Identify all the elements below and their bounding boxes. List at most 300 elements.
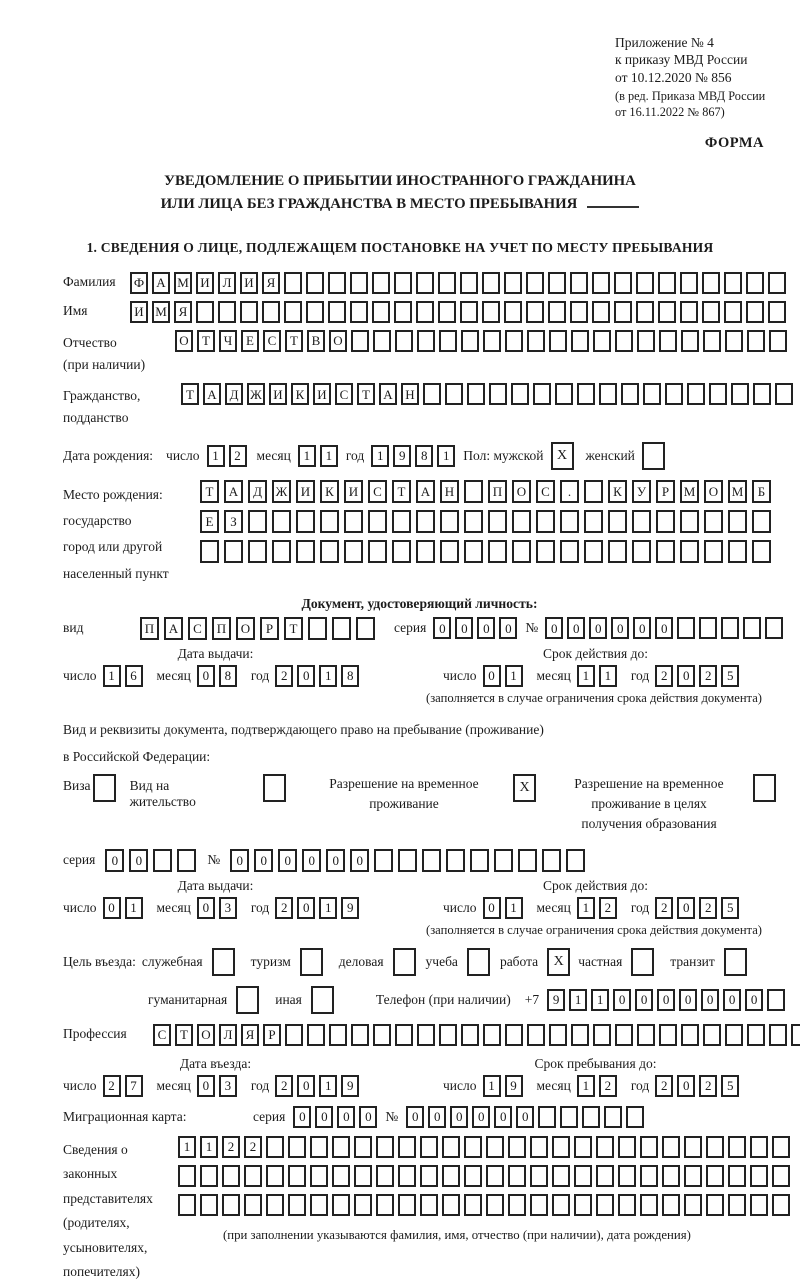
char-cell[interactable]: 2 (229, 445, 247, 467)
char-cell[interactable]: 2 (244, 1136, 262, 1158)
char-cell[interactable] (706, 1136, 724, 1158)
char-cell[interactable] (442, 1194, 460, 1216)
char-cell[interactable] (596, 1194, 614, 1216)
char-cell[interactable]: 1 (437, 445, 455, 467)
char-cell[interactable] (310, 1194, 328, 1216)
char-cell[interactable]: С (188, 617, 207, 640)
char-cell[interactable] (765, 617, 783, 639)
char-cell[interactable]: 2 (103, 1075, 121, 1097)
char-cell[interactable]: 0 (455, 617, 473, 639)
char-cell[interactable]: 0 (723, 989, 741, 1011)
char-cell[interactable] (731, 383, 749, 405)
char-cell[interactable]: А (224, 480, 243, 503)
char-cell[interactable] (464, 480, 483, 503)
char-cell[interactable]: 9 (393, 445, 411, 467)
char-cell[interactable]: 0 (278, 849, 297, 872)
char-cell[interactable] (643, 383, 661, 405)
char-cell[interactable] (614, 272, 632, 294)
char-cell[interactable]: С (153, 1024, 171, 1046)
char-cell[interactable] (266, 1165, 284, 1187)
char-cell[interactable]: И (196, 272, 214, 294)
char-cell[interactable] (446, 849, 465, 872)
char-cell[interactable]: 9 (505, 1075, 523, 1097)
char-cell[interactable]: 0 (499, 617, 517, 639)
char-cell[interactable] (470, 849, 489, 872)
char-cell[interactable] (398, 1194, 416, 1216)
char-cell[interactable]: О (329, 330, 347, 352)
char-cell[interactable]: Т (181, 383, 199, 405)
char-cell[interactable]: 0 (677, 665, 695, 687)
char-cell[interactable]: 0 (230, 849, 249, 872)
char-cell[interactable]: 0 (679, 989, 697, 1011)
char-cell[interactable]: И (130, 301, 148, 323)
char-cell[interactable] (284, 301, 302, 323)
char-cell[interactable] (512, 510, 531, 533)
char-cell[interactable]: Ф (130, 272, 148, 294)
char-cell[interactable] (486, 1194, 504, 1216)
char-cell[interactable] (518, 849, 537, 872)
char-cell[interactable] (640, 1165, 658, 1187)
char-cell[interactable] (728, 1194, 746, 1216)
char-cell[interactable] (306, 301, 324, 323)
char-cell[interactable]: 1 (483, 1075, 501, 1097)
char-cell[interactable]: 0 (472, 1106, 490, 1128)
char-cell[interactable] (420, 1194, 438, 1216)
checkbox-cell[interactable]: X (513, 774, 536, 802)
char-cell[interactable] (747, 330, 765, 352)
char-cell[interactable] (395, 330, 413, 352)
char-cell[interactable] (636, 301, 654, 323)
char-cell[interactable]: О (704, 480, 723, 503)
char-cell[interactable] (486, 1136, 504, 1158)
char-cell[interactable]: С (368, 480, 387, 503)
checkbox-cell[interactable] (753, 774, 776, 802)
char-cell[interactable]: 0 (611, 617, 629, 639)
char-cell[interactable] (464, 510, 483, 533)
char-cell[interactable]: К (608, 480, 627, 503)
char-cell[interactable] (356, 617, 375, 640)
char-cell[interactable] (608, 540, 627, 563)
char-cell[interactable]: 0 (337, 1106, 355, 1128)
char-cell[interactable]: И (313, 383, 331, 405)
char-cell[interactable] (752, 510, 771, 533)
char-cell[interactable] (680, 510, 699, 533)
char-cell[interactable] (438, 301, 456, 323)
char-cell[interactable]: 0 (701, 989, 719, 1011)
char-cell[interactable] (555, 383, 573, 405)
char-cell[interactable] (592, 301, 610, 323)
char-cell[interactable] (656, 510, 675, 533)
char-cell[interactable]: 2 (655, 1075, 673, 1097)
char-cell[interactable]: А (416, 480, 435, 503)
char-cell[interactable]: 1 (178, 1136, 196, 1158)
checkbox-cell[interactable]: X (547, 948, 570, 976)
char-cell[interactable] (483, 1024, 501, 1046)
char-cell[interactable]: 2 (275, 1075, 293, 1097)
char-cell[interactable]: 0 (433, 617, 451, 639)
char-cell[interactable]: О (197, 1024, 215, 1046)
char-cell[interactable] (767, 989, 785, 1011)
checkbox-cell[interactable] (236, 986, 259, 1014)
char-cell[interactable] (308, 617, 327, 640)
char-cell[interactable] (296, 510, 315, 533)
char-cell[interactable] (681, 1024, 699, 1046)
char-cell[interactable] (728, 1136, 746, 1158)
char-cell[interactable] (636, 272, 654, 294)
char-cell[interactable]: Т (197, 330, 215, 352)
char-cell[interactable] (420, 1136, 438, 1158)
char-cell[interactable] (398, 1165, 416, 1187)
char-cell[interactable] (680, 301, 698, 323)
char-cell[interactable] (615, 330, 633, 352)
char-cell[interactable] (512, 540, 531, 563)
char-cell[interactable]: 7 (125, 1075, 143, 1097)
char-cell[interactable]: 0 (677, 1075, 695, 1097)
char-cell[interactable] (593, 330, 611, 352)
char-cell[interactable]: 6 (125, 665, 143, 687)
char-cell[interactable]: О (236, 617, 255, 640)
char-cell[interactable] (704, 510, 723, 533)
char-cell[interactable] (728, 540, 747, 563)
char-cell[interactable]: Н (440, 480, 459, 503)
char-cell[interactable] (527, 1024, 545, 1046)
char-cell[interactable] (395, 1024, 413, 1046)
char-cell[interactable]: 1 (505, 665, 523, 687)
char-cell[interactable] (310, 1165, 328, 1187)
char-cell[interactable]: 0 (450, 1106, 468, 1128)
char-cell[interactable] (460, 272, 478, 294)
char-cell[interactable] (508, 1136, 526, 1158)
char-cell[interactable] (505, 1024, 523, 1046)
char-cell[interactable] (464, 1136, 482, 1158)
char-cell[interactable] (662, 1194, 680, 1216)
char-cell[interactable]: 5 (721, 665, 739, 687)
char-cell[interactable] (530, 1165, 548, 1187)
char-cell[interactable] (417, 330, 435, 352)
char-cell[interactable] (615, 1024, 633, 1046)
char-cell[interactable]: А (203, 383, 221, 405)
char-cell[interactable] (306, 272, 324, 294)
char-cell[interactable]: М (152, 301, 170, 323)
char-cell[interactable] (483, 330, 501, 352)
char-cell[interactable]: 1 (577, 897, 595, 919)
char-cell[interactable]: Л (219, 1024, 237, 1046)
char-cell[interactable] (747, 1024, 765, 1046)
char-cell[interactable]: 0 (567, 617, 585, 639)
char-cell[interactable]: 1 (577, 1075, 595, 1097)
char-cell[interactable] (196, 301, 214, 323)
char-cell[interactable] (570, 272, 588, 294)
char-cell[interactable] (440, 510, 459, 533)
checkbox-cell[interactable] (393, 948, 416, 976)
char-cell[interactable] (677, 617, 695, 639)
char-cell[interactable] (769, 1024, 787, 1046)
char-cell[interactable]: Ч (219, 330, 237, 352)
char-cell[interactable] (445, 383, 463, 405)
char-cell[interactable] (560, 510, 579, 533)
char-cell[interactable] (222, 1165, 240, 1187)
char-cell[interactable] (329, 1024, 347, 1046)
char-cell[interactable] (376, 1165, 394, 1187)
char-cell[interactable] (464, 540, 483, 563)
char-cell[interactable]: 0 (197, 1075, 215, 1097)
char-cell[interactable] (542, 849, 561, 872)
char-cell[interactable] (482, 301, 500, 323)
char-cell[interactable] (570, 301, 588, 323)
char-cell[interactable] (618, 1194, 636, 1216)
char-cell[interactable] (200, 540, 219, 563)
char-cell[interactable]: 9 (341, 897, 359, 919)
char-cell[interactable] (354, 1165, 372, 1187)
char-cell[interactable] (272, 540, 291, 563)
char-cell[interactable]: И (296, 480, 315, 503)
char-cell[interactable] (687, 383, 705, 405)
char-cell[interactable] (662, 1136, 680, 1158)
char-cell[interactable] (552, 1165, 570, 1187)
checkbox-cell[interactable] (311, 986, 334, 1014)
char-cell[interactable]: 2 (222, 1136, 240, 1158)
char-cell[interactable] (344, 510, 363, 533)
char-cell[interactable] (704, 540, 723, 563)
char-cell[interactable] (394, 272, 412, 294)
char-cell[interactable]: Д (248, 480, 267, 503)
char-cell[interactable]: Е (241, 330, 259, 352)
char-cell[interactable] (218, 301, 236, 323)
char-cell[interactable] (599, 383, 617, 405)
char-cell[interactable]: 2 (655, 897, 673, 919)
char-cell[interactable]: 2 (275, 897, 293, 919)
char-cell[interactable] (508, 1165, 526, 1187)
char-cell[interactable] (332, 617, 351, 640)
char-cell[interactable]: М (680, 480, 699, 503)
char-cell[interactable] (681, 330, 699, 352)
char-cell[interactable]: 0 (483, 665, 501, 687)
char-cell[interactable] (244, 1194, 262, 1216)
char-cell[interactable]: Т (284, 617, 303, 640)
char-cell[interactable]: 2 (699, 1075, 717, 1097)
char-cell[interactable]: 0 (613, 989, 631, 1011)
char-cell[interactable] (768, 272, 786, 294)
char-cell[interactable]: С (335, 383, 353, 405)
char-cell[interactable] (768, 301, 786, 323)
char-cell[interactable] (530, 1194, 548, 1216)
char-cell[interactable] (582, 1106, 600, 1128)
char-cell[interactable] (659, 1024, 677, 1046)
char-cell[interactable] (288, 1165, 306, 1187)
char-cell[interactable]: 0 (657, 989, 675, 1011)
char-cell[interactable] (224, 540, 243, 563)
char-cell[interactable] (750, 1194, 768, 1216)
char-cell[interactable]: 0 (655, 617, 673, 639)
char-cell[interactable] (526, 272, 544, 294)
char-cell[interactable] (703, 1024, 721, 1046)
char-cell[interactable] (574, 1136, 592, 1158)
char-cell[interactable]: Т (175, 1024, 193, 1046)
char-cell[interactable] (772, 1194, 790, 1216)
char-cell[interactable] (461, 330, 479, 352)
char-cell[interactable]: 8 (415, 445, 433, 467)
char-cell[interactable]: 1 (103, 665, 121, 687)
char-cell[interactable] (702, 301, 720, 323)
char-cell[interactable]: А (379, 383, 397, 405)
char-cell[interactable] (684, 1165, 702, 1187)
char-cell[interactable] (178, 1194, 196, 1216)
char-cell[interactable]: 0 (297, 665, 315, 687)
char-cell[interactable] (584, 480, 603, 503)
char-cell[interactable] (285, 1024, 303, 1046)
char-cell[interactable] (439, 1024, 457, 1046)
char-cell[interactable]: 0 (254, 849, 273, 872)
char-cell[interactable] (376, 1194, 394, 1216)
checkbox-cell[interactable] (631, 948, 654, 976)
char-cell[interactable]: М (728, 480, 747, 503)
char-cell[interactable] (753, 383, 771, 405)
char-cell[interactable] (200, 1194, 218, 1216)
char-cell[interactable] (440, 540, 459, 563)
char-cell[interactable] (467, 383, 485, 405)
char-cell[interactable] (153, 849, 172, 872)
char-cell[interactable] (464, 1194, 482, 1216)
checkbox-cell[interactable] (93, 774, 116, 802)
char-cell[interactable]: Р (260, 617, 279, 640)
char-cell[interactable] (549, 1024, 567, 1046)
char-cell[interactable]: 0 (197, 665, 215, 687)
char-cell[interactable]: 8 (341, 665, 359, 687)
char-cell[interactable]: 1 (569, 989, 587, 1011)
char-cell[interactable] (608, 510, 627, 533)
char-cell[interactable] (488, 510, 507, 533)
char-cell[interactable] (604, 1106, 622, 1128)
char-cell[interactable]: Л (218, 272, 236, 294)
char-cell[interactable] (658, 272, 676, 294)
char-cell[interactable]: 1 (591, 989, 609, 1011)
char-cell[interactable]: С (536, 480, 555, 503)
char-cell[interactable]: 0 (477, 617, 495, 639)
char-cell[interactable] (464, 1165, 482, 1187)
char-cell[interactable] (533, 383, 551, 405)
char-cell[interactable]: Ж (247, 383, 265, 405)
char-cell[interactable]: Р (656, 480, 675, 503)
char-cell[interactable]: Т (200, 480, 219, 503)
char-cell[interactable]: П (212, 617, 231, 640)
char-cell[interactable]: П (488, 480, 507, 503)
char-cell[interactable]: С (263, 330, 281, 352)
char-cell[interactable]: 0 (315, 1106, 333, 1128)
char-cell[interactable] (626, 1106, 644, 1128)
char-cell[interactable]: Т (285, 330, 303, 352)
char-cell[interactable] (310, 1136, 328, 1158)
char-cell[interactable]: М (174, 272, 192, 294)
char-cell[interactable]: 2 (599, 897, 617, 919)
char-cell[interactable] (680, 540, 699, 563)
char-cell[interactable] (423, 383, 441, 405)
char-cell[interactable] (508, 1194, 526, 1216)
char-cell[interactable] (684, 1194, 702, 1216)
char-cell[interactable] (332, 1165, 350, 1187)
char-cell[interactable]: Т (392, 480, 411, 503)
char-cell[interactable] (266, 1136, 284, 1158)
char-cell[interactable] (746, 301, 764, 323)
char-cell[interactable] (752, 540, 771, 563)
char-cell[interactable] (368, 540, 387, 563)
char-cell[interactable]: 0 (483, 897, 501, 919)
char-cell[interactable]: 2 (599, 1075, 617, 1097)
char-cell[interactable]: 2 (699, 897, 717, 919)
char-cell[interactable] (392, 510, 411, 533)
char-cell[interactable]: И (240, 272, 258, 294)
char-cell[interactable]: 0 (359, 1106, 377, 1128)
char-cell[interactable]: 1 (371, 445, 389, 467)
char-cell[interactable] (577, 383, 595, 405)
char-cell[interactable]: . (560, 480, 579, 503)
char-cell[interactable] (351, 1024, 369, 1046)
char-cell[interactable]: 0 (745, 989, 763, 1011)
char-cell[interactable] (656, 540, 675, 563)
char-cell[interactable]: 0 (129, 849, 148, 872)
char-cell[interactable] (596, 1165, 614, 1187)
char-cell[interactable]: 0 (297, 1075, 315, 1097)
char-cell[interactable] (592, 272, 610, 294)
char-cell[interactable] (560, 1106, 578, 1128)
char-cell[interactable] (350, 301, 368, 323)
char-cell[interactable] (662, 1165, 680, 1187)
char-cell[interactable] (571, 330, 589, 352)
char-cell[interactable] (552, 1194, 570, 1216)
char-cell[interactable] (178, 1165, 196, 1187)
checkbox-cell[interactable] (263, 774, 286, 802)
char-cell[interactable] (632, 540, 651, 563)
char-cell[interactable] (262, 301, 280, 323)
char-cell[interactable] (772, 1165, 790, 1187)
char-cell[interactable]: Я (174, 301, 192, 323)
char-cell[interactable] (442, 1165, 460, 1187)
char-cell[interactable] (769, 330, 787, 352)
char-cell[interactable]: 2 (699, 665, 717, 687)
char-cell[interactable] (368, 510, 387, 533)
char-cell[interactable]: В (307, 330, 325, 352)
char-cell[interactable] (680, 272, 698, 294)
char-cell[interactable]: 0 (428, 1106, 446, 1128)
char-cell[interactable]: 1 (319, 897, 337, 919)
char-cell[interactable] (486, 1165, 504, 1187)
char-cell[interactable] (709, 383, 727, 405)
char-cell[interactable] (536, 510, 555, 533)
char-cell[interactable]: 0 (103, 897, 121, 919)
char-cell[interactable] (548, 272, 566, 294)
char-cell[interactable] (791, 1024, 800, 1046)
char-cell[interactable] (438, 272, 456, 294)
char-cell[interactable] (640, 1136, 658, 1158)
char-cell[interactable] (504, 301, 522, 323)
char-cell[interactable]: 0 (302, 849, 321, 872)
char-cell[interactable] (526, 301, 544, 323)
char-cell[interactable]: 1 (207, 445, 225, 467)
char-cell[interactable] (372, 272, 390, 294)
char-cell[interactable] (571, 1024, 589, 1046)
char-cell[interactable] (621, 383, 639, 405)
char-cell[interactable]: 0 (516, 1106, 534, 1128)
char-cell[interactable]: 0 (633, 617, 651, 639)
char-cell[interactable] (489, 383, 507, 405)
char-cell[interactable] (775, 383, 793, 405)
checkbox-cell[interactable] (642, 442, 665, 470)
char-cell[interactable]: И (269, 383, 287, 405)
char-cell[interactable] (750, 1136, 768, 1158)
char-cell[interactable] (351, 330, 369, 352)
char-cell[interactable] (244, 1165, 262, 1187)
char-cell[interactable] (772, 1136, 790, 1158)
char-cell[interactable] (725, 330, 743, 352)
